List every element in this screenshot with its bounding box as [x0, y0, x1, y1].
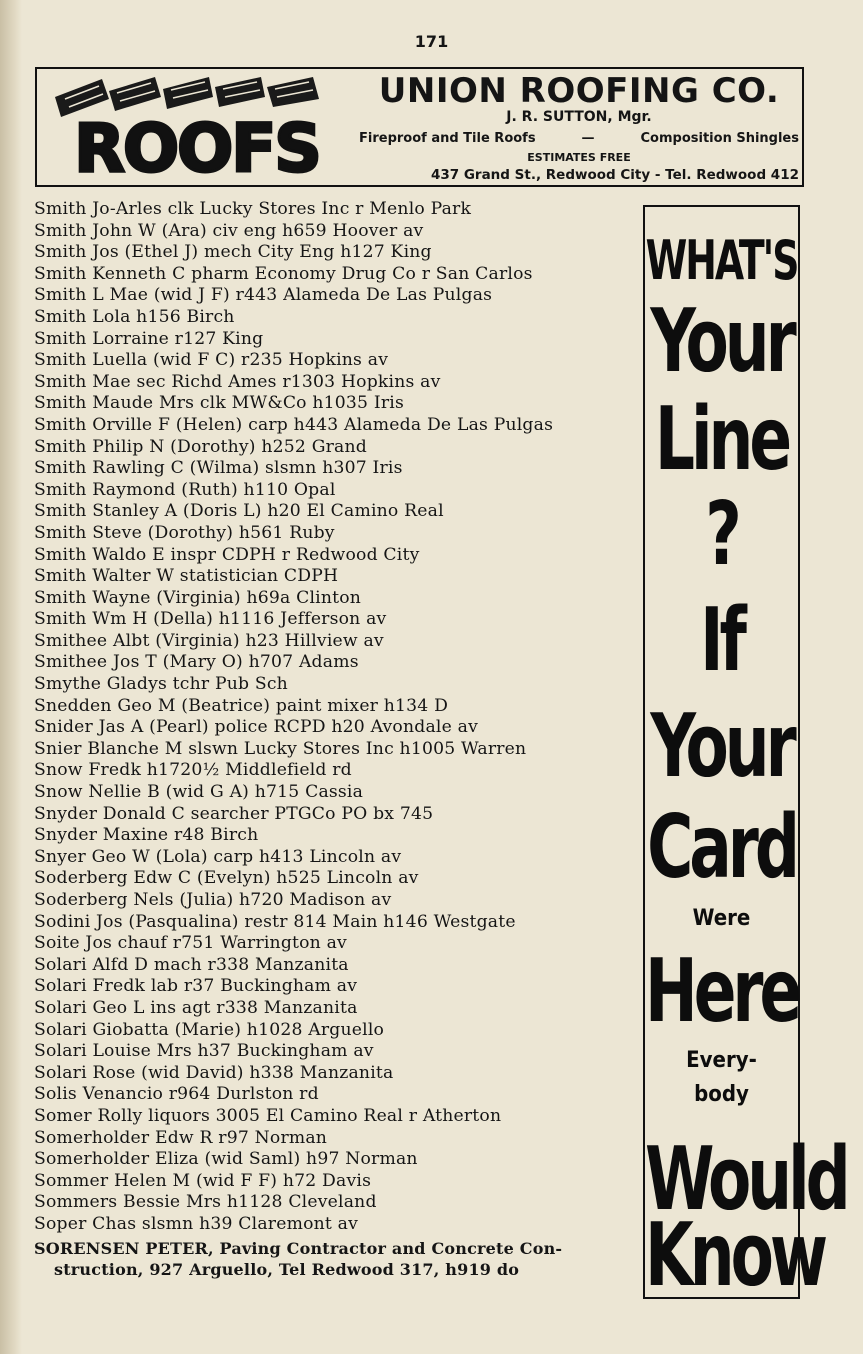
- directory-entry: Smith Orville F (Helen) carp h443 Alameda De Las Pulgas: [34, 414, 554, 435]
- directory-entry: Smithee Albt (Virginia) h23 Hillview av: [34, 630, 384, 651]
- directory-entry: Smith Maude Mrs clk MW&Co h1035 Iris: [34, 393, 404, 414]
- directory-entry: Solari Fredk lab r37 Buckingham av: [34, 976, 358, 997]
- directory-entry: Snider Jas A (Pearl) police RCPD h20 Avondale av: [34, 717, 478, 738]
- company-address: 437 Grand St., Redwood City - Tel. Redwood 412: [430, 167, 799, 183]
- roofs-logo-text: ROOFS: [74, 110, 320, 177]
- directory-entries: [34, 199, 634, 1236]
- featured-line-1: SORENSEN PETER, Paving Contractor and Concrete Con-: [34, 1238, 563, 1258]
- side-ad-word-if: If: [700, 588, 743, 692]
- directory-entry: Smith L Mae (wid J F) r443 Alameda De Las Pulgas: [34, 285, 493, 306]
- directory-entry: Somerholder Eliza (wid Saml) h97 Norman: [34, 1149, 418, 1170]
- directory-entry: Smith John W (Ara) civ eng h659 Hoover av: [34, 220, 424, 241]
- services-line: [359, 131, 799, 146]
- side-ad-word-know: Know: [645, 1203, 825, 1307]
- directory-entry: Soite Jos chauf r751 Warrington av: [34, 933, 347, 954]
- side-ad-word-your-2: Your: [650, 694, 793, 798]
- page-number: 171: [414, 32, 449, 51]
- manager-name: J. R. SUTTON, Mgr.: [506, 109, 652, 125]
- directory-entry: Smithee Jos T (Mary O) h707 Adams: [34, 652, 359, 673]
- directory-entry: Soper Chas slsmn h39 Claremont av: [34, 1213, 359, 1234]
- directory-entry: Smith Steve (Dorothy) h561 Ruby: [34, 522, 335, 543]
- side-ad-question-mark: ?: [705, 482, 738, 586]
- directory-entry: Smith Lorraine r127 King: [34, 328, 264, 349]
- company-name: UNION ROOFING CO.: [378, 71, 780, 111]
- directory-entry: Smith Kenneth C pharm Economy Drug Co r San Carlos: [34, 263, 533, 284]
- directory-entry: Smith Lola h156 Birch: [34, 306, 235, 327]
- service-tile-roofs: Fireproof and Tile Roofs: [359, 131, 536, 146]
- directory-entry: Solari Louise Mrs h37 Buckingham av: [34, 1041, 374, 1062]
- directory-entry: Snyder Donald C searcher PTGCo PO bx 745: [34, 803, 434, 824]
- directory-entry: Smith Raymond (Ruth) h110 Opal: [34, 479, 336, 500]
- directory-listing: [34, 199, 634, 1281]
- directory-entry: Snyer Geo W (Lola) carp h413 Lincoln av: [34, 846, 402, 867]
- directory-entry: Smith Luella (wid F C) r235 Hopkins av: [34, 350, 389, 371]
- service-shingles: Composition Shingles: [640, 131, 799, 146]
- service-separator: —: [581, 131, 595, 146]
- directory-entry: Somer Rolly liquors 3005 El Camino Real r Atherton: [34, 1105, 502, 1126]
- directory-entry: Soderberg Edw C (Evelyn) h525 Lincoln av: [34, 868, 419, 889]
- roofs-logo: [47, 77, 347, 177]
- directory-entry: Solari Geo L ins agt r338 Manzanita: [34, 997, 358, 1018]
- estimates-free: ESTIMATES FREE: [527, 151, 631, 164]
- side-ad-word-every: Every-: [686, 1048, 757, 1073]
- directory-entry: Solari Rose (wid David) h338 Manzanita: [34, 1062, 394, 1083]
- directory-entry: Sodini Jos (Pasqualina) restr 814 Main h146 Westgate: [34, 911, 516, 932]
- side-ad-word-whats: WHAT'S: [645, 228, 798, 293]
- directory-entry: Smith Philip N (Dorothy) h252 Grand: [34, 436, 367, 457]
- directory-entry: Solari Giobatta (Marie) h1028 Arguello: [34, 1019, 385, 1040]
- directory-entry: Snier Blanche M slswn Lucky Stores Inc h1005 Warren: [34, 738, 527, 759]
- directory-entry: Smith Wm H (Della) h1116 Jefferson av: [34, 609, 387, 630]
- directory-entry: Smith Jo-Arles clk Lucky Stores Inc r Menlo Park: [34, 199, 472, 219]
- page-binding-edge: [0, 0, 22, 1354]
- directory-entry: Snow Fredk h1720½ Middlefield rd: [34, 760, 352, 781]
- directory-entry: Solis Venancio r964 Durlston rd: [34, 1084, 319, 1105]
- directory-entry: Soderberg Nels (Julia) h720 Madison av: [34, 890, 392, 910]
- directory-entry: Snyder Maxine r48 Birch: [34, 825, 259, 846]
- side-ad-word-your: Your: [650, 289, 793, 393]
- directory-entry: Smith Mae sec Richd Ames r1303 Hopkins av: [34, 371, 441, 392]
- featured-listing-sorensen: [34, 1238, 634, 1281]
- directory-entry: Sommers Bessie Mrs h1128 Cleveland: [34, 1192, 377, 1213]
- side-ad-word-card: Card: [647, 795, 796, 899]
- directory-entry: Smith Waldo E inspr CDPH r Redwood City: [34, 544, 420, 565]
- directory-entry: Smythe Gladys tchr Pub Sch: [34, 674, 288, 695]
- directory-entry: Snow Nellie B (wid G A) h715 Cassia: [34, 782, 364, 803]
- directory-entry: Smith Jos (Ethel J) mech City Eng h127 King: [34, 242, 432, 263]
- side-advertisement: [643, 205, 847, 1307]
- directory-entry: Solari Alfd D mach r338 Manzanita: [34, 954, 349, 975]
- union-roofing-advertisement: [35, 67, 804, 187]
- directory-entry: Smith Rawling C (Wilma) slsmn h307 Iris: [34, 458, 403, 479]
- directory-entry: Sommer Helen M (wid F F) h72 Davis: [34, 1170, 372, 1191]
- featured-line-2: struction, 927 Arguello, Tel Redwood 317, h919 do: [54, 1260, 520, 1279]
- directory-entry: Smith Walter W statistician CDPH: [34, 566, 339, 587]
- side-ad-word-body: body: [694, 1082, 749, 1107]
- directory-entry: Snedden Geo M (Beatrice) paint mixer h134 D: [34, 695, 449, 716]
- side-ad-word-would: Would: [645, 1127, 847, 1231]
- directory-entry: Smith Wayne (Virginia) h69a Clinton: [34, 587, 362, 608]
- side-ad-word-here: Here: [645, 939, 799, 1043]
- directory-entry: Somerholder Edw R r97 Norman: [34, 1127, 328, 1148]
- directory-entry: Smith Stanley A (Doris L) h20 El Camino Real: [34, 501, 444, 522]
- side-ad-word-line: Line: [654, 387, 789, 491]
- side-ad-word-were: Were: [692, 906, 751, 931]
